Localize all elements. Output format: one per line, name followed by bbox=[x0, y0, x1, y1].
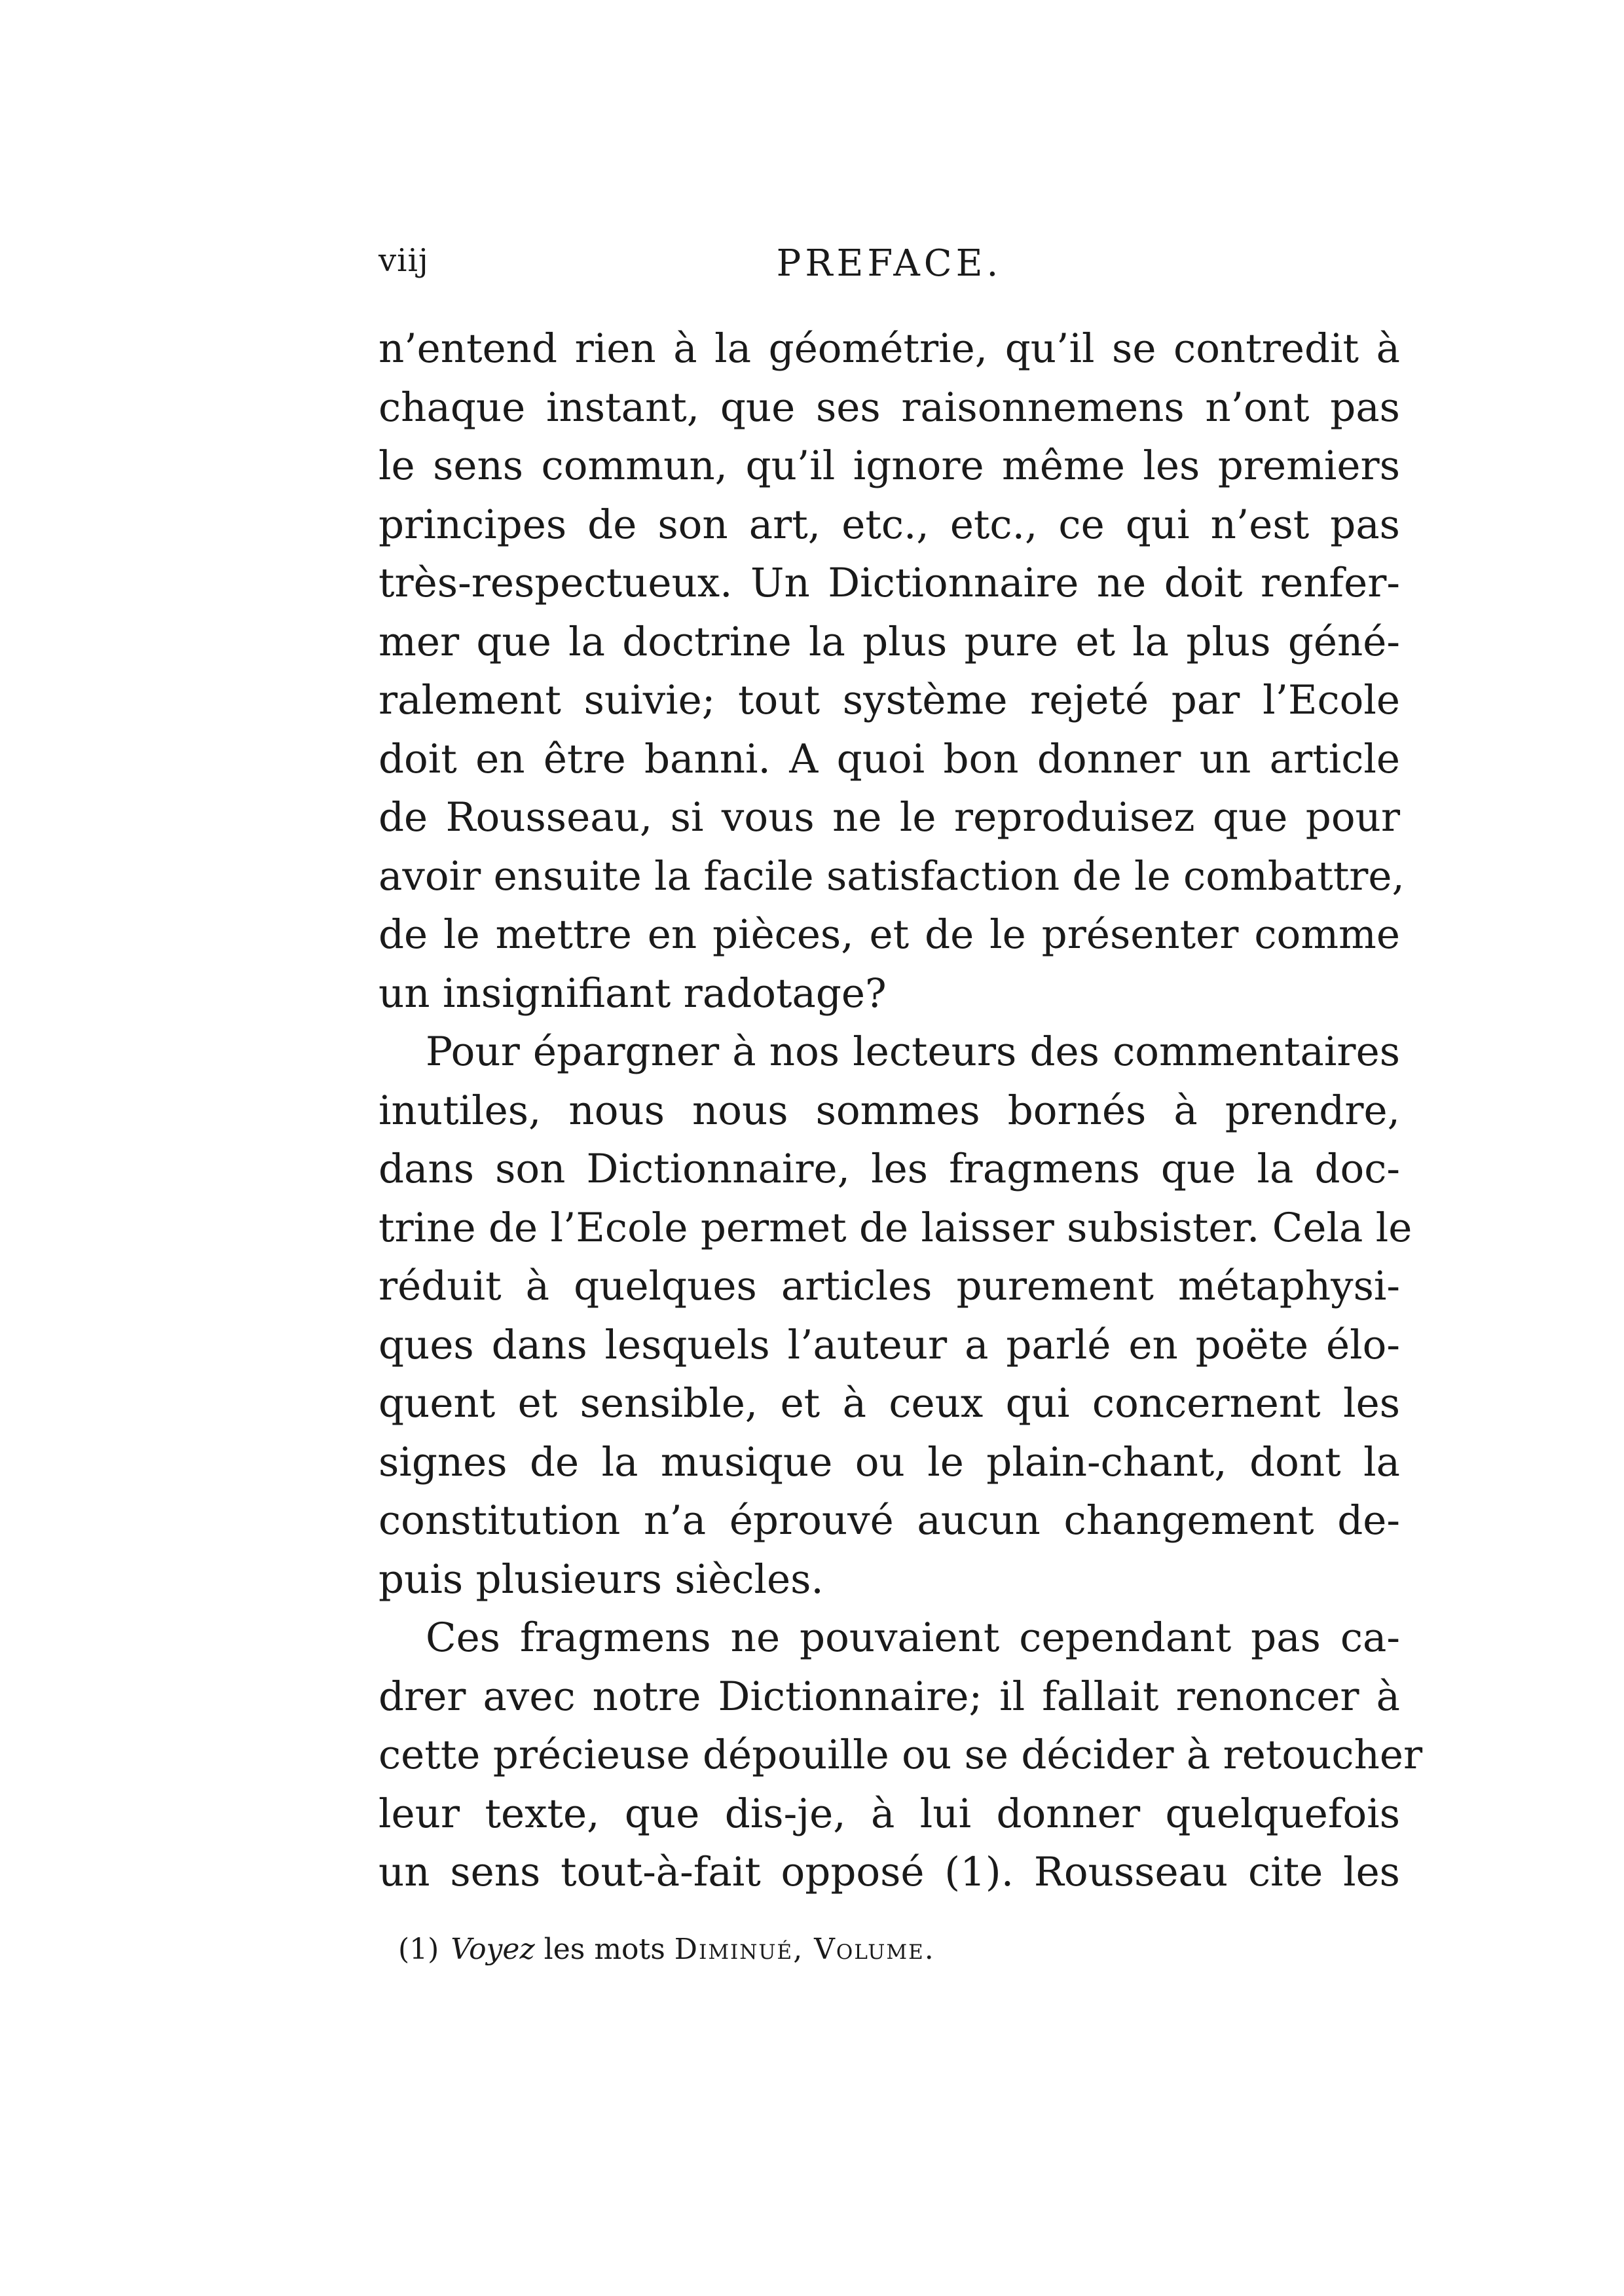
body-text bbox=[378, 319, 1423, 1902]
text-line: inutiles, nous nous sommes bornés à prendre, bbox=[378, 1087, 1400, 1134]
footnote-mark: (1) bbox=[398, 1933, 439, 1966]
text-line: ques dans lesquels l’auteur a parlé en poëte élo- bbox=[378, 1321, 1400, 1368]
running-head: PREFACE. bbox=[776, 242, 1003, 285]
text-line: chaque instant, que ses raisonnemens n’ont pas bbox=[378, 384, 1400, 431]
footnote-terms: Diminué, Volume. bbox=[674, 1933, 935, 1966]
text-line: un sens tout-à-fait opposé (1). Rousseau cite les bbox=[378, 1849, 1400, 1895]
text-line: dans son Dictionnaire, les fragmens que la doc- bbox=[378, 1146, 1400, 1192]
text-line: cette précieuse dépouille ou se décider à retoucher bbox=[378, 1732, 1423, 1778]
page-number: viij bbox=[378, 242, 429, 279]
text-line: quent et sensible, et à ceux qui concernent les bbox=[378, 1380, 1400, 1427]
text-line: doit en être banni. A quoi bon donner un article bbox=[378, 735, 1400, 782]
text-line: constitution n’a éprouvé aucun changement de- bbox=[378, 1497, 1400, 1544]
text-line: Pour épargner à nos lecteurs des commentaires bbox=[426, 1029, 1400, 1075]
text-line: de Rousseau, si vous ne le reproduisez que pour bbox=[378, 794, 1400, 841]
page-header bbox=[378, 242, 1400, 295]
text-line: réduit à quelques articles purement métaphysi- bbox=[378, 1263, 1400, 1309]
text-line: un insignifiant radotage? bbox=[378, 970, 887, 1017]
text-line: Ces fragmens ne pouvaient cependant pas ca- bbox=[426, 1614, 1400, 1661]
text-line: leur texte, que dis-je, à lui donner quelquefois bbox=[378, 1790, 1400, 1837]
footnote-italic: Voyez bbox=[451, 1933, 535, 1966]
text-line: de le mettre en pièces, et de le présenter comme bbox=[378, 911, 1400, 958]
text-line: signes de la musique ou le plain-chant, dont la bbox=[378, 1438, 1400, 1485]
text-line: le sens commun, qu’il ignore même les premiers bbox=[378, 443, 1400, 489]
text-line: n’entend rien à la géométrie, qu’il se contredit à bbox=[378, 325, 1400, 372]
text-line: trine de l’Ecole permet de laisser subsister. Cela le bbox=[378, 1204, 1412, 1251]
footnote-text: les mots bbox=[544, 1933, 665, 1966]
text-line: avoir ensuite la facile satisfaction de le combattre, bbox=[378, 852, 1405, 900]
text-line: drer avec notre Dictionnaire; il fallait renoncer à bbox=[378, 1673, 1400, 1720]
text-line: principes de son art, etc., etc., ce qui n’est pas bbox=[378, 501, 1400, 548]
text-line: mer que la doctrine la plus pure et la plus géné- bbox=[378, 618, 1400, 665]
text-line: très-respectueux. Un Dictionnaire ne doit renfer- bbox=[378, 560, 1400, 606]
footnote bbox=[398, 1933, 1400, 1966]
text-line: puis plusieurs siècles. bbox=[378, 1556, 824, 1603]
text-line: ralement suivie; tout système rejeté par l’Ecole bbox=[378, 677, 1400, 723]
